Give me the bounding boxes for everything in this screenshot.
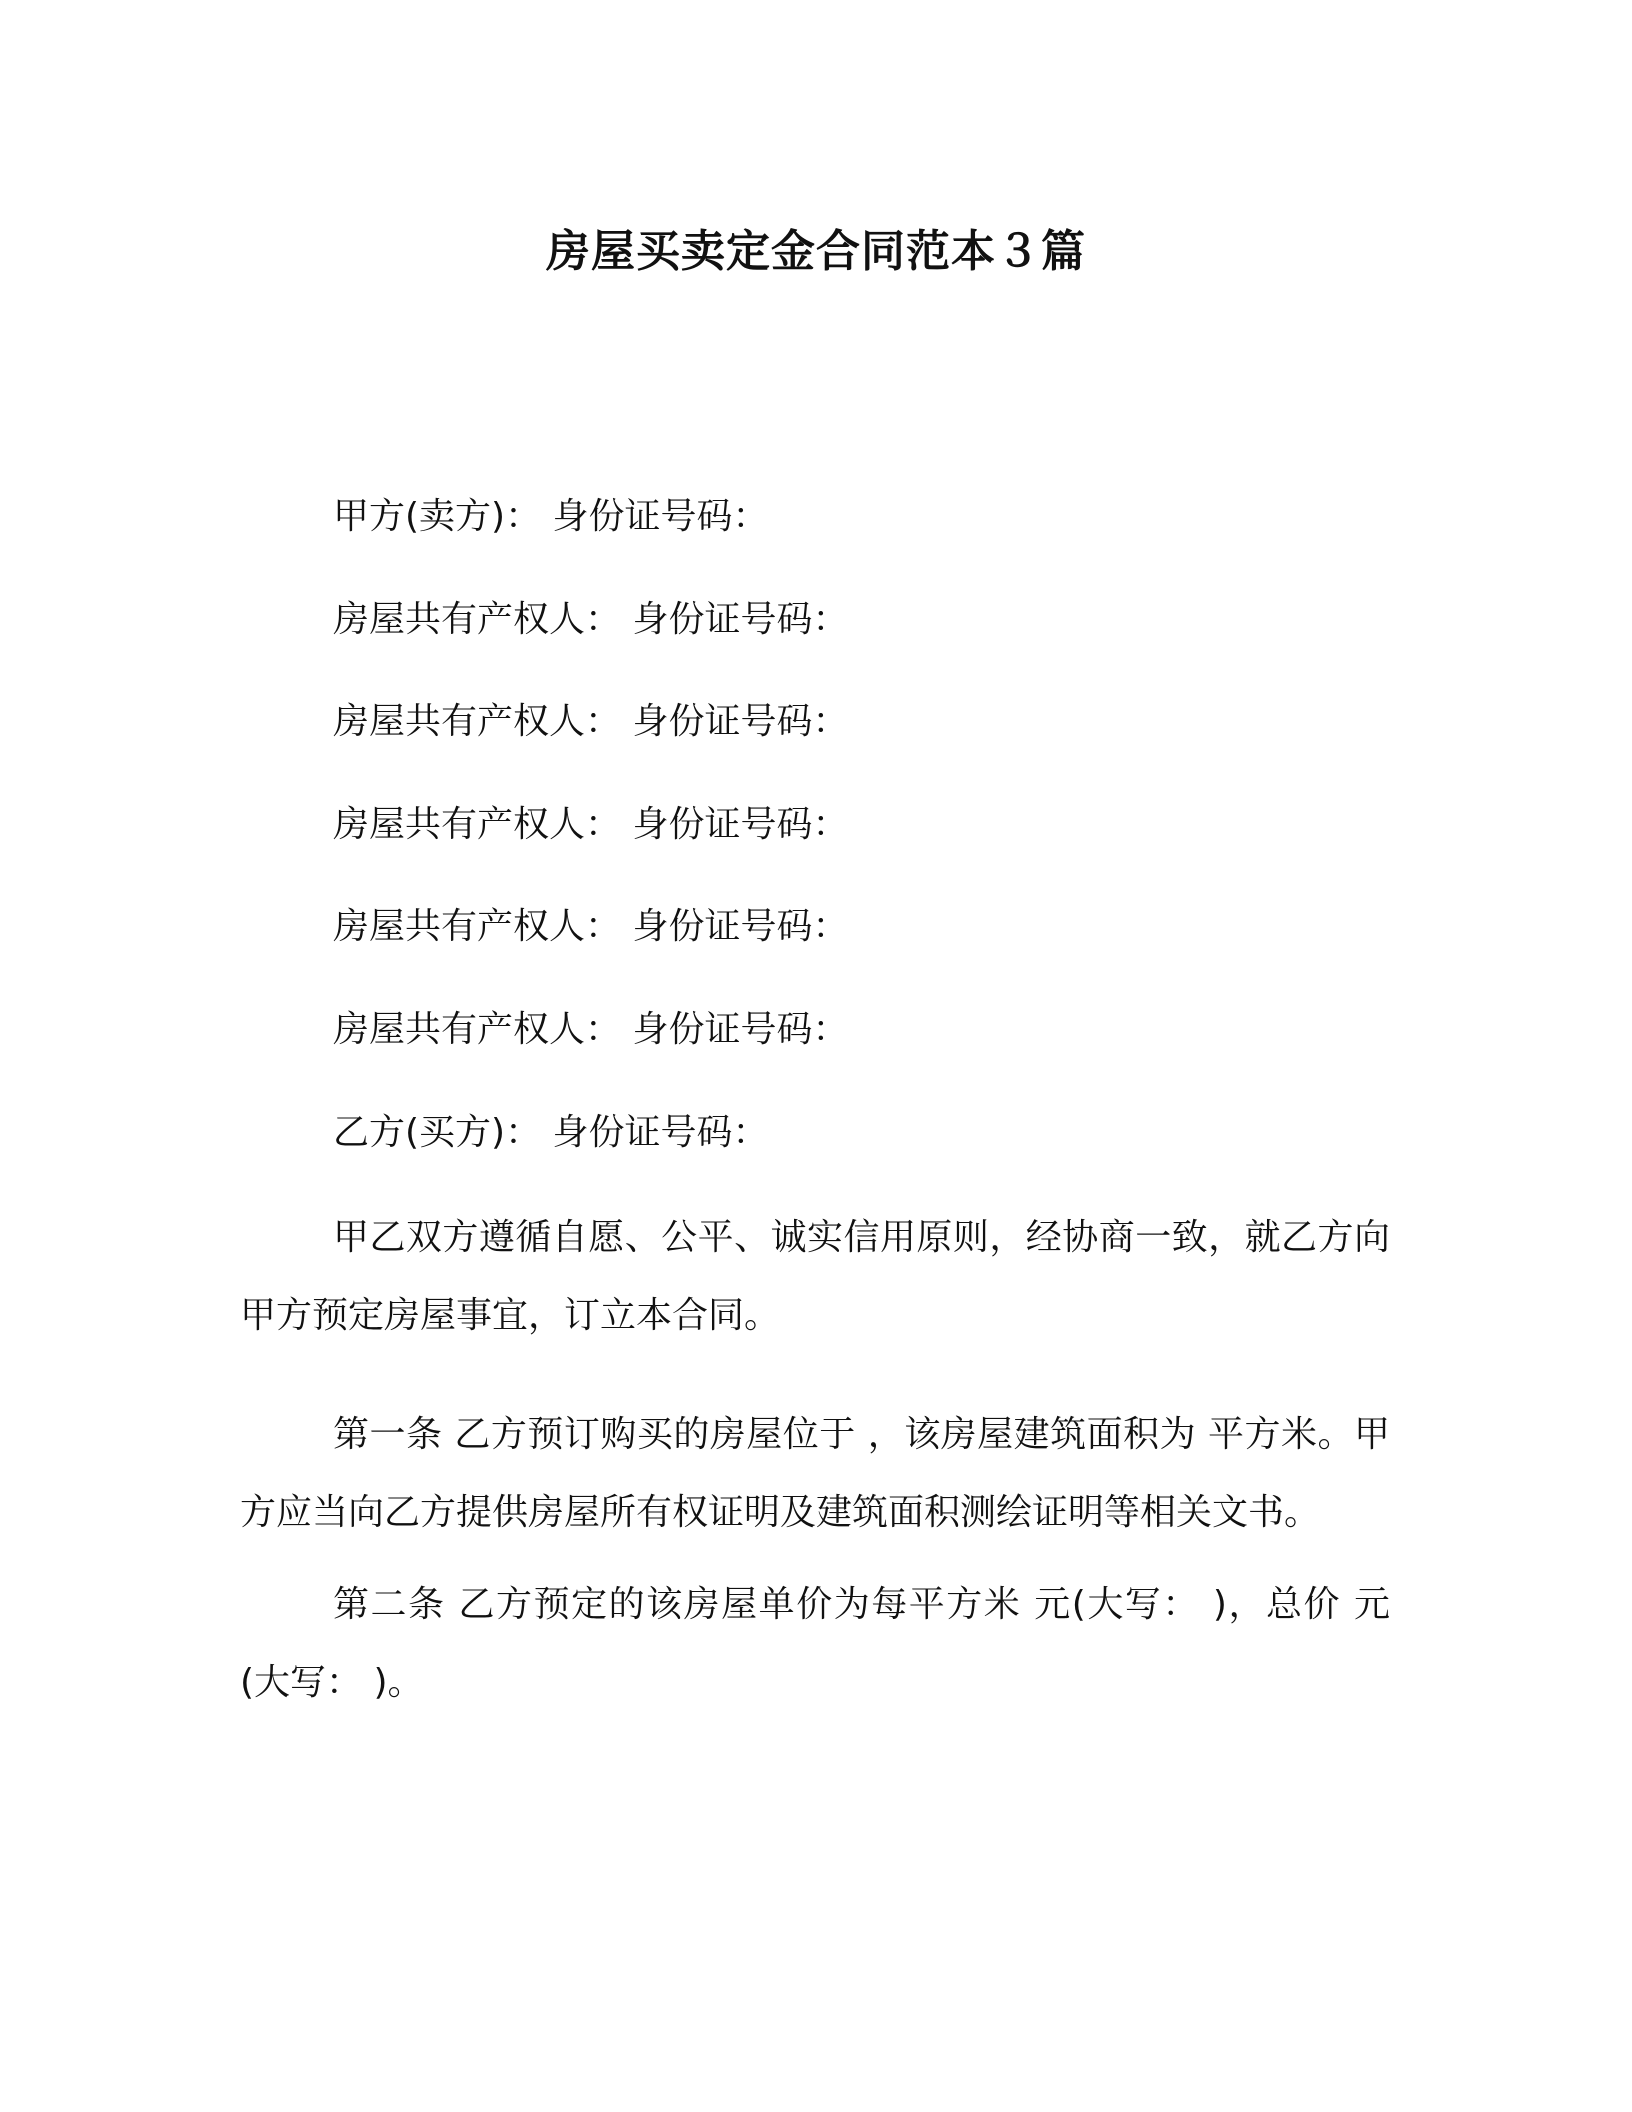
co-owner-line-4: 房屋共有产权人： 身份证号码： — [333, 906, 849, 947]
intro-paragraph: 甲乙双方遵循自愿、公平、诚实信用原则，经协商一致，就乙方向甲方预定房屋事宜，订立本合同。 — [240, 1217, 1390, 1336]
co-owner-line-5: 房屋共有产权人： 身份证号码： — [333, 1009, 849, 1050]
article-1-paragraph: 第一条 乙方预订购买的房屋位于 ，该房屋建筑面积为 平方米。甲方应当向乙方提供房屋所有权证明及建筑面积测绘证明等相关文书。 — [240, 1414, 1390, 1533]
document-title: 房屋买卖定金合同范本３篇 — [546, 226, 1086, 277]
co-owner-line-2: 房屋共有产权人： 身份证号码： — [333, 701, 849, 742]
party-seller-line: 甲方(卖方)： 身份证号码： — [333, 496, 769, 537]
article-2-paragraph: 第二条 乙方预定的该房屋单价为每平方米 元(大写： )，总价 元(大写： )。 — [240, 1584, 1390, 1703]
co-owner-line-3: 房屋共有产权人： 身份证号码： — [333, 804, 849, 845]
party-buyer-line: 乙方(买方)： 身份证号码： — [333, 1112, 769, 1153]
co-owner-line-1: 房屋共有产权人： 身份证号码： — [333, 599, 849, 640]
